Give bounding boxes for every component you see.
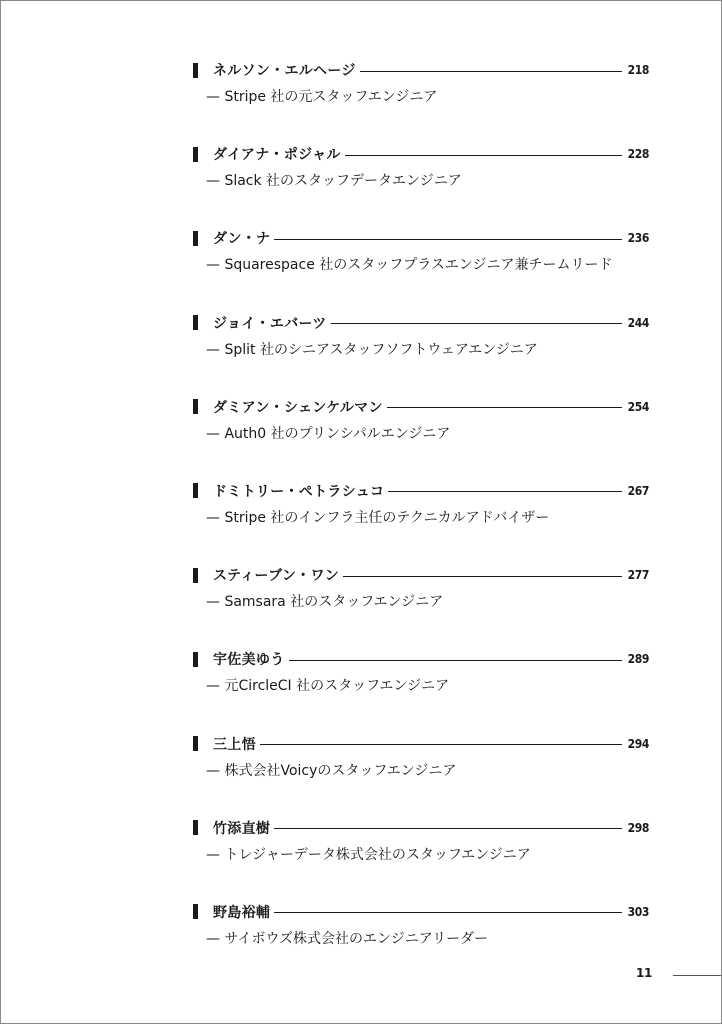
entry-name: ネルソン・エルヘージ xyxy=(213,63,356,79)
leader-line xyxy=(289,660,622,661)
table-of-contents xyxy=(193,56,649,982)
bullet-bar-icon xyxy=(193,231,198,246)
toc-entry[interactable] xyxy=(193,309,649,393)
leader-line xyxy=(331,323,622,324)
entry-heading xyxy=(193,309,649,337)
toc-entry[interactable] xyxy=(193,477,649,561)
entry-role: — Samsara 社のスタッフエンジニア xyxy=(206,594,444,611)
toc-entry[interactable] xyxy=(193,898,649,982)
leader-line xyxy=(388,491,621,492)
entry-name: ダン・ナ xyxy=(213,231,271,248)
entry-page-number: 303 xyxy=(627,904,649,919)
bullet-bar-icon xyxy=(193,736,198,751)
entry-page-number: 294 xyxy=(627,736,649,751)
entry-page-number: 277 xyxy=(627,568,649,583)
bullet-bar-icon xyxy=(193,315,198,330)
leader-line xyxy=(387,407,622,408)
entry-page-number: 254 xyxy=(627,399,649,414)
entry-page-number: 244 xyxy=(627,315,649,330)
footer-rule xyxy=(673,975,721,976)
entry-role: — 株式会社Voicyのスタッフエンジニア xyxy=(206,762,457,779)
toc-entry[interactable] xyxy=(193,56,649,140)
entry-heading xyxy=(193,224,649,252)
page-number: 11 xyxy=(636,966,652,980)
bullet-bar-icon xyxy=(193,399,198,414)
entry-name: 野島裕輔 xyxy=(213,904,271,921)
leader-line xyxy=(360,71,622,72)
toc-entry[interactable] xyxy=(193,814,649,898)
entry-heading xyxy=(193,730,649,758)
entry-role: — Squarespace 社のスタッフプラスエンジニア兼チームリード xyxy=(206,257,613,274)
leader-line xyxy=(274,239,621,240)
entry-heading xyxy=(193,393,649,421)
entry-page-number: 228 xyxy=(627,147,649,162)
entry-role: — Slack 社のスタッフデータエンジニア xyxy=(206,173,462,190)
entry-heading xyxy=(193,814,649,842)
leader-line xyxy=(274,912,621,913)
entry-page-number: 289 xyxy=(627,652,649,667)
entry-role: — Split 社のシニアスタッフソフトウェアエンジニア xyxy=(206,341,538,358)
entry-name: ジョイ・エバーツ xyxy=(213,315,327,332)
entry-name: スティーブン・ワン xyxy=(213,568,340,585)
entry-role: — 元CircleCI 社のスタッフエンジニア xyxy=(206,678,450,695)
toc-entry[interactable] xyxy=(193,561,649,645)
bullet-bar-icon xyxy=(193,63,198,78)
toc-entry[interactable] xyxy=(193,140,649,224)
entry-role: — サイボウズ株式会社のエンジニアリーダー xyxy=(206,930,489,947)
bullet-bar-icon xyxy=(193,820,198,835)
entry-role: — Stripe 社のインフラ主任のテクニカルアドバイザー xyxy=(206,509,550,526)
entry-name: 三上悟 xyxy=(213,736,256,753)
entry-page-number: 218 xyxy=(627,63,649,77)
entry-role: — Stripe 社の元スタッフエンジニア xyxy=(206,89,438,105)
entry-heading xyxy=(193,56,649,84)
entry-name: ダイアナ・ポジャル xyxy=(213,147,341,164)
entry-page-number: 267 xyxy=(627,483,649,498)
entry-name: 竹添直樹 xyxy=(213,820,271,837)
leader-line xyxy=(343,576,622,577)
entry-heading xyxy=(193,477,649,505)
entry-page-number: 298 xyxy=(627,820,649,835)
bullet-bar-icon xyxy=(193,483,198,498)
entry-name: 宇佐美ゆう xyxy=(213,652,285,669)
entry-heading xyxy=(193,561,649,589)
toc-entry[interactable] xyxy=(193,224,649,308)
toc-entry[interactable] xyxy=(193,730,649,814)
leader-line xyxy=(345,155,622,156)
bullet-bar-icon xyxy=(193,652,198,667)
entry-heading xyxy=(193,898,649,926)
toc-entry[interactable] xyxy=(193,645,649,729)
leader-line xyxy=(260,744,622,745)
entry-role: — Auth0 社のプリンシパルエンジニア xyxy=(206,425,451,442)
entry-role: — トレジャーデータ株式会社のスタッフエンジニア xyxy=(206,846,531,863)
entry-page-number: 236 xyxy=(627,231,649,246)
toc-entry[interactable] xyxy=(193,393,649,477)
bullet-bar-icon xyxy=(193,568,198,583)
bullet-bar-icon xyxy=(193,147,198,162)
entry-name: ドミトリー・ペトラシュコ xyxy=(213,483,385,500)
bullet-bar-icon xyxy=(193,904,198,919)
entry-heading xyxy=(193,645,649,673)
entry-heading xyxy=(193,140,649,168)
entry-name: ダミアン・シェンケルマン xyxy=(213,399,383,416)
leader-line xyxy=(274,828,621,829)
